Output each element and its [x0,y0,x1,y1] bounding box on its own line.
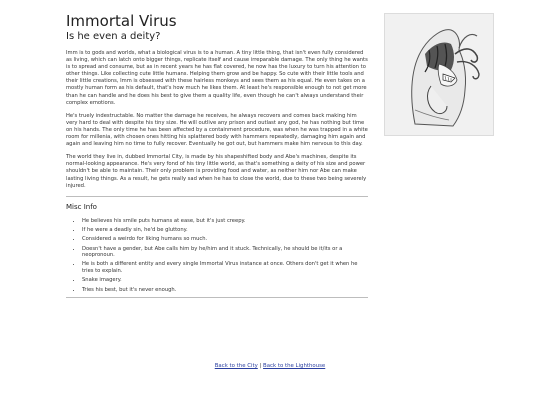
divider [66,196,368,197]
divider [66,297,368,298]
paragraph-world: The world they live in, dubbed Immortal City, is made by his shapeshifted body and Abe's machines, despite its normal-looking appearance. He's very fond of his tiny little world, as that's something a deity of his size and power shouldn't be able to maintain. Their only problem is providing food and water, as neither him nor Abe can make lasting living things. As a result, he gets really sad when he has to close the world, due to these two being severely injured. [66,154,367,189]
paragraph-intro: Imm is to gods and worlds, what a biological virus is to a human. A tiny little thing, that isn't even fully considered as living, which can latch onto bigger things, replicate itself and cause irreparable damage. The only thing he wants is to spread and consume, but as in recent years he has flat covered, he now has the luxury to turn his attention to other things. Like collecting cute little humans. Helping them grow and be happy. So cute with their little tools and their little creations, Imm is obsessed with these hairless monkeys and sees them as his equal. He even takes on a mostly human form as his default, that's how much he likes them. At least he's responsible enough to not get more than he can handle and he does his best to give them a quality life, even though he can't always understand their complex emotions. [66,50,368,106]
page-subtitle: Is he even a deity? [66,31,161,42]
list-item: • He believes his smile puts humans at ease, but it's just creepy. [82,218,368,225]
list-item: • If he were a deadly sin, he'd be gluttony. [82,227,368,234]
list-item: • Tries his best, but it's never enough. [82,287,368,294]
back-to-city-link[interactable]: Back to the City [214,363,258,369]
list-item: • Considered a weirdo for liking humans so much. [82,236,368,243]
page-title: Immortal Virus [66,12,177,30]
list-item: • He is both a different entity and every single Immortal Virus instance at once. Others don't get it when he tries to explain. [82,261,368,274]
paragraph-indestructible: He's truely indestructable. No matter the damage he receives, he always recovers and comes back making him very hard to deal with despite his tiny size. He will outlive any prison and outlast any god, he has nothing but time on his hands. The only time he has been affected by a containment procedure, was when he was trapped in a white room for millenia, with chosen ones hitting his splattered body with hammers repeatedly, damaging him again and again and leaving him no time to fully recover. Eventually he got out, but hammers make him nervous to this day. [66,112,368,148]
character-portrait [384,13,494,136]
misc-list [66,218,368,293]
main-content [66,13,368,304]
hooded-character-icon [385,14,493,135]
misc-heading: Misc Info [66,202,97,211]
link-separator: | [257,363,264,369]
footer-links [0,363,540,370]
back-to-lighthouse-link[interactable]: Back to the Lighthouse [263,363,326,369]
list-item: • Doesn't have a gender, but Abe calls him by he/him and it stuck. Technically, he should be it/its or a neopronoun. [82,246,368,259]
list-item: • Snake imagery. [82,277,368,284]
